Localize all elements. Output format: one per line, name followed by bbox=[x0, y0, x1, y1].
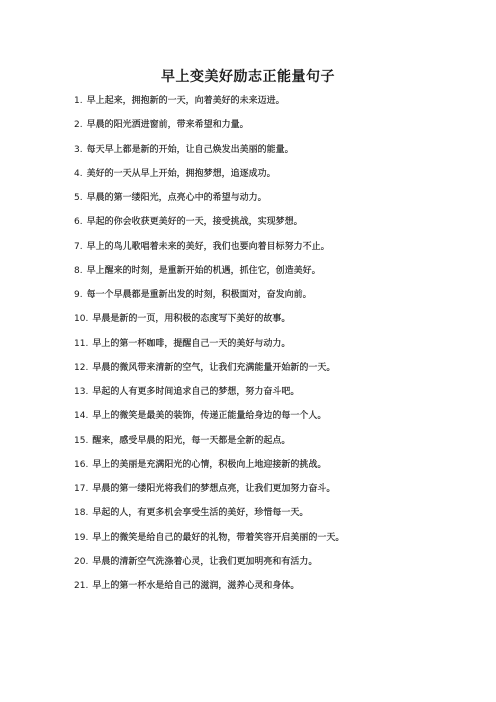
item-number: 21. bbox=[74, 581, 89, 591]
item-text: 每天早上都是新的开始，让自己焕发出美丽的能量。 bbox=[86, 144, 294, 155]
list-item bbox=[74, 214, 474, 238]
item-number: 7. bbox=[74, 241, 83, 252]
item-number: 19. bbox=[74, 532, 89, 543]
item-number: 17. bbox=[74, 484, 89, 494]
item-text: 早上的第一杯水是给自己的滋润，滋养心灵和身体。 bbox=[92, 581, 300, 591]
item-number: 8. bbox=[74, 265, 83, 276]
item-number: 6. bbox=[74, 217, 83, 228]
list-item bbox=[74, 142, 474, 166]
item-text: 早晨的阳光洒进窗前，带来希望和力量。 bbox=[86, 120, 249, 131]
item-text: 早起的人有更多时间追求自己的梦想，努力奋斗吧。 bbox=[92, 387, 300, 397]
item-number: 10. bbox=[74, 314, 89, 325]
item-text: 早上的美丽是充满阳光的心情，积极向上地迎接新的挑战。 bbox=[92, 459, 327, 470]
item-number: 14. bbox=[74, 411, 89, 422]
item-number: 9. bbox=[74, 290, 83, 300]
item-text: 醒来，感受早晨的阳光，每一天都是全新的起点。 bbox=[92, 435, 291, 446]
list-item bbox=[74, 505, 474, 529]
item-text: 早上的鸟儿歌唱着未来的美好，我们也要向着目标努力不止。 bbox=[86, 241, 330, 252]
list-item bbox=[74, 311, 474, 335]
list-item bbox=[74, 408, 474, 432]
list-item bbox=[74, 190, 474, 214]
item-text: 早晨的第一缕阳光，点亮心中的希望与动力。 bbox=[86, 193, 267, 203]
item-text: 早起的人，有更多机会享受生活的美好，珍惜每一天。 bbox=[92, 508, 309, 519]
item-text: 早上起来，拥抱新的一天，向着美好的未来迈进。 bbox=[86, 96, 285, 106]
list-item bbox=[74, 336, 474, 360]
item-text: 早晨的第一缕阳光将我们的梦想点亮，让我们更加努力奋斗。 bbox=[92, 484, 336, 494]
list-item bbox=[74, 578, 474, 602]
list-item bbox=[74, 530, 474, 554]
item-text: 早上的第一杯咖啡，提醒自己一天的美好与动力。 bbox=[92, 338, 291, 349]
list-item bbox=[74, 263, 474, 287]
item-text: 早晨的微风带来清新的空气，让我们充满能量开始新的一天。 bbox=[92, 362, 336, 373]
list-item bbox=[74, 166, 474, 190]
sentence-list bbox=[74, 93, 474, 602]
item-number: 16. bbox=[74, 459, 89, 470]
document-title: 早上变美好励志正能量句子 bbox=[161, 69, 335, 85]
item-text: 美好的一天从早上开始，拥抱梦想，追逐成功。 bbox=[86, 168, 276, 179]
item-number: 5. bbox=[74, 193, 83, 203]
list-item bbox=[74, 360, 474, 384]
item-number: 2. bbox=[74, 120, 83, 131]
item-text: 早上的微笑是给自己的最好的礼物，带着笑容开启美丽的一天。 bbox=[92, 532, 345, 543]
list-item bbox=[74, 433, 474, 457]
item-number: 11. bbox=[74, 338, 89, 349]
list-item bbox=[74, 481, 474, 505]
item-number: 18. bbox=[74, 508, 89, 519]
item-number: 20. bbox=[74, 556, 89, 567]
list-item bbox=[74, 384, 474, 408]
item-text: 早上的微笑是最美的装饰，传递正能量给身边的每一个人。 bbox=[92, 411, 327, 422]
item-text: 每一个早晨都是重新出发的时刻，积极面对，奋发向前。 bbox=[86, 290, 312, 300]
item-number: 1. bbox=[74, 96, 83, 106]
item-number: 4. bbox=[74, 168, 83, 179]
list-item bbox=[74, 239, 474, 263]
item-text: 早晨的清新空气洗涤着心灵，让我们更加明亮和有活力。 bbox=[92, 556, 318, 567]
item-number: 13. bbox=[74, 387, 89, 397]
list-item bbox=[74, 93, 474, 117]
item-number: 3. bbox=[74, 144, 83, 155]
item-number: 15. bbox=[74, 435, 89, 446]
list-item bbox=[74, 457, 474, 481]
list-item bbox=[74, 554, 474, 578]
item-number: 12. bbox=[74, 362, 89, 373]
item-text: 早上醒来的时刻，是重新开始的机遇，抓住它，创造美好。 bbox=[86, 265, 321, 276]
list-item bbox=[74, 287, 474, 311]
list-item bbox=[74, 117, 474, 141]
item-text: 早起的你会收获更美好的一天，接受挑战，实现梦想。 bbox=[86, 217, 303, 228]
item-text: 早晨是新的一页，用积极的态度写下美好的故事。 bbox=[92, 314, 291, 325]
